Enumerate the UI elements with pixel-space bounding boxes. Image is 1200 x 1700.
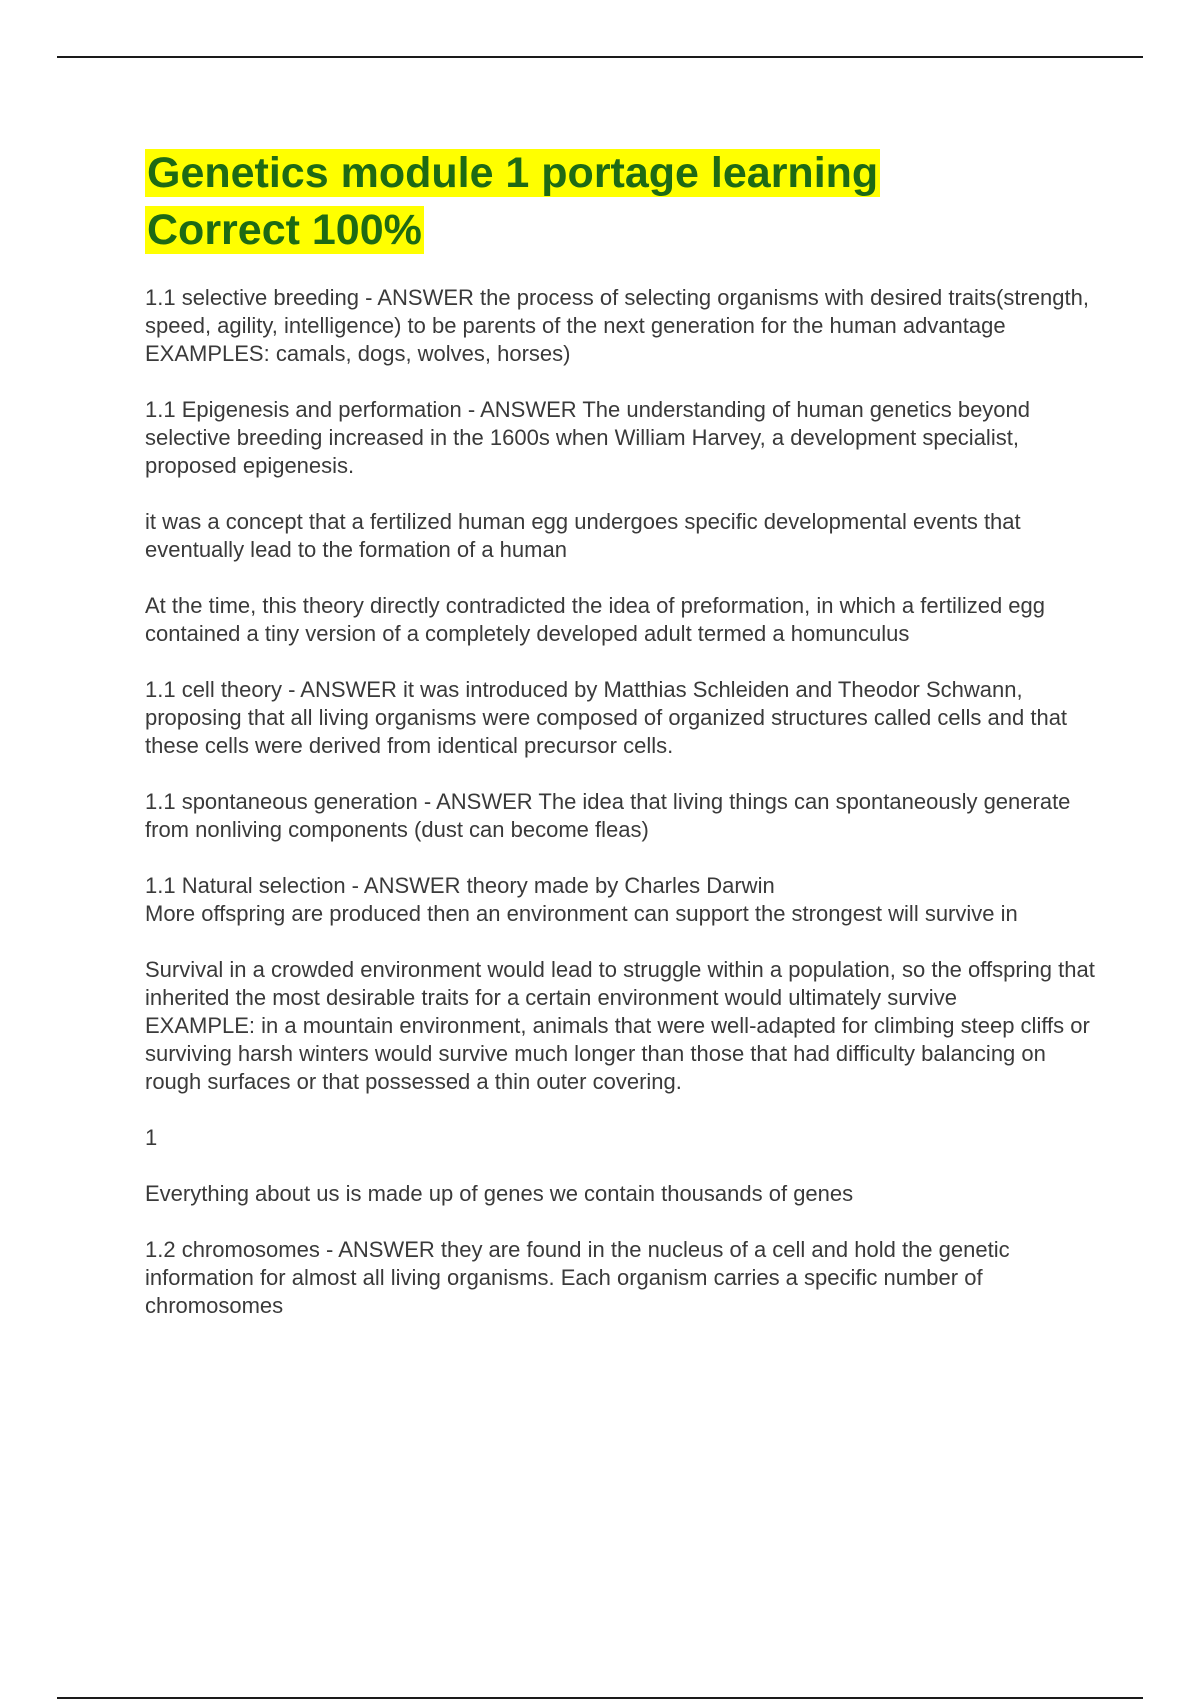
- entry-line: it was a concept that a fertilized human egg undergoes specific developmental events that eventually lead to the formation of a human: [145, 509, 1021, 562]
- title-line-2: Correct 100%: [147, 206, 422, 254]
- entry-epigenesis-concept: [145, 508, 1095, 564]
- entry-survival: [145, 956, 1095, 1096]
- entry-epigenesis: [145, 396, 1095, 480]
- entry-line: Everything about us is made up of genes we contain thousands of genes: [145, 1181, 854, 1206]
- entry-line: 1.1 Epigenesis and performation - ANSWER The understanding of human genetics beyond selective breeding increased in the 1600s when William Harvey, a development specialist, proposed epigenesis.: [145, 397, 1031, 478]
- entry-natural-selection: [145, 872, 1095, 928]
- entry-genes: [145, 1180, 1095, 1208]
- entry-line: Survival in a crowded environment would lead to struggle within a population, so the offspring that inherited the most desirable traits for a certain environment would ultimately survive: [145, 957, 1095, 1010]
- entry-line: 1.1 cell theory - ANSWER it was introduced by Matthias Schleiden and Theodor Schwann, proposing that all living organisms were composed of organized structures called cells and that these cells were derived from identical precursor cells.: [145, 677, 1068, 758]
- document-body: [145, 145, 1095, 1320]
- entry-line: 1: [145, 1125, 158, 1150]
- entry-spontaneous-generation: [145, 788, 1095, 844]
- entry-line: EXAMPLE: in a mountain environment, animals that were well-adapted for climbing steep cliffs or surviving harsh winters would survive much longer than those that had difficulty balancing on rough surfaces or that possessed a thin outer covering.: [145, 1013, 1090, 1094]
- entry-line: 1.2 chromosomes - ANSWER they are found in the nucleus of a cell and hold the genetic information for almost all living organisms. Each organism carries a specific number of chromosomes: [145, 1237, 1010, 1318]
- header-rule: [57, 56, 1143, 58]
- entry-number: [145, 1124, 1095, 1152]
- entry-line: 1.1 Natural selection - ANSWER theory made by Charles Darwin: [145, 873, 775, 898]
- entry-line: EXAMPLES: camals, dogs, wolves, horses): [145, 341, 571, 366]
- entry-cell-theory: [145, 676, 1095, 760]
- footer-rule: [57, 1697, 1143, 1699]
- entry-line: 1.1 spontaneous generation - ANSWER The idea that living things can spontaneously generate from nonliving components (dust can become fleas): [145, 789, 1071, 842]
- title-line-1: Genetics module 1 portage learning: [147, 149, 879, 197]
- entry-line: At the time, this theory directly contradicted the idea of preformation, in which a fertilized egg contained a tiny version of a completely developed adult termed a homunculus: [145, 593, 1046, 646]
- document-title: [145, 145, 1095, 259]
- entry-selective-breeding: [145, 284, 1095, 368]
- entry-preformation: [145, 592, 1095, 648]
- entry-chromosomes: [145, 1236, 1095, 1320]
- entry-line: More offspring are produced then an environment can support the strongest will survive in: [145, 901, 1018, 926]
- entry-line: 1.1 selective breeding - ANSWER the process of selecting organisms with desired traits(strength, speed, agility, intelligence) to be parents of the next generation for the human advantage: [145, 285, 1089, 338]
